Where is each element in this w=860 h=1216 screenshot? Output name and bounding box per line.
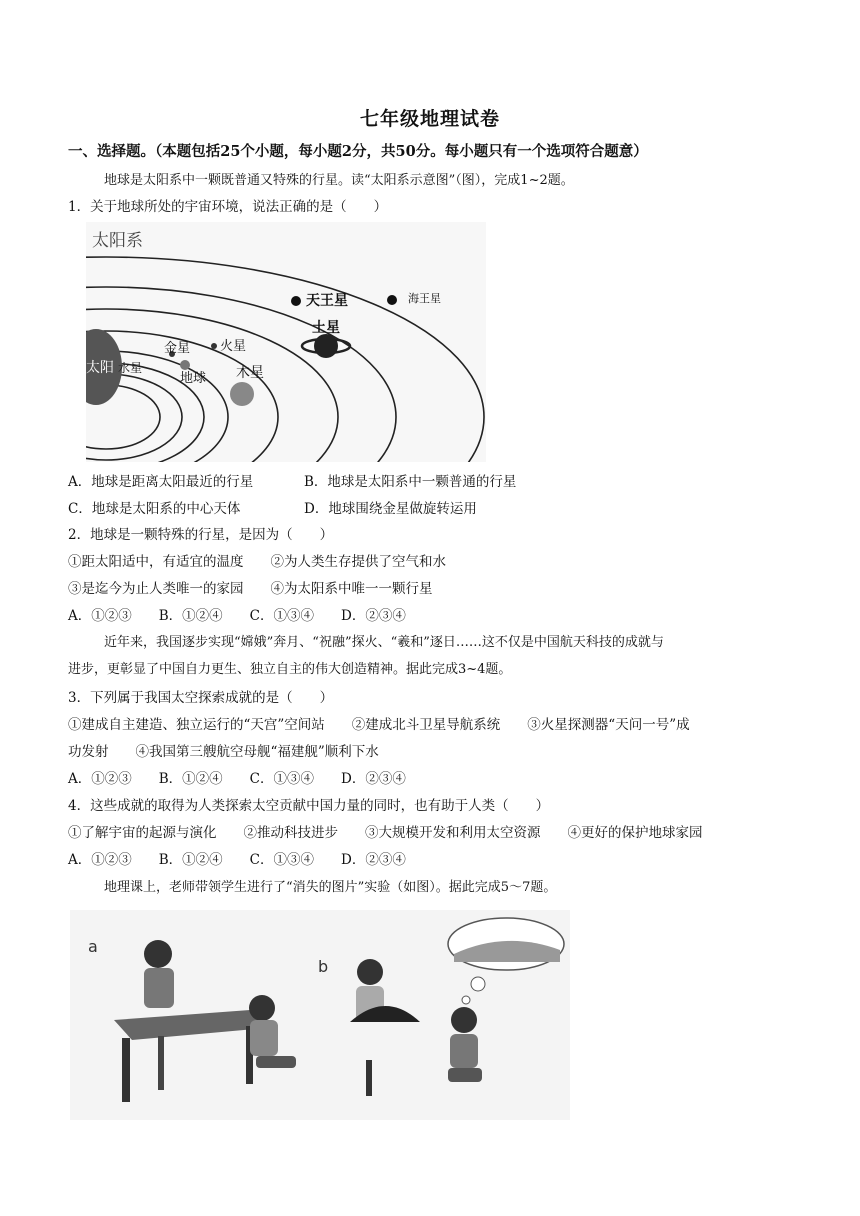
label-a: a: [88, 937, 98, 956]
q1-option-a: A．地球是距离太阳最近的行星: [68, 474, 254, 490]
uranus-icon: [291, 296, 301, 306]
mars-icon: [211, 343, 217, 349]
venus-label: 金星: [164, 341, 191, 356]
jupiter-label: 木星: [236, 365, 264, 381]
question-4-stem: 4．这些成就的取得为人类探索太空贡献中国力量的同时，也有助于人类（ ）: [68, 798, 550, 814]
section-heading: 一、选择题。（本题包括25个小题，每小题2分，共50分。每小题只有一个选项符合题意）: [68, 143, 648, 160]
jupiter-icon: [230, 382, 254, 406]
svg-text:太阳: 太阳: [86, 360, 114, 376]
earth-label: 地球: [180, 371, 207, 386]
saturn-label: 土星: [312, 320, 340, 336]
mercury-label: 水星: [118, 361, 143, 375]
q2-options: A．①②③ B．①②④ C．①③④ D．②③④: [68, 608, 406, 624]
q1-option-d: D．地球围绕金星做旋转运用: [304, 501, 477, 517]
figure-title: 太阳系: [92, 231, 143, 251]
standing-boy-a-icon: [144, 940, 174, 1008]
uranus-label: 天王星: [306, 293, 348, 309]
q2-items-1: ①距太阳适中，有适宜的温度 ②为人类生存提供了空气和水: [68, 554, 446, 570]
intro-paragraph-3: 地理课上，老师带领学生进行了“消失的图片”实验（如图）。据此完成5～7题。: [104, 880, 557, 895]
q1-option-c: C．地球是太阳系的中心天体: [68, 501, 241, 517]
intro-paragraph-2-line-2: 进步，更彰显了中国自力更生、独立自主的伟大创造精神。据此完成3~4题。: [68, 662, 512, 677]
earth-icon: [180, 360, 190, 370]
label-b: b: [318, 957, 329, 976]
q3-items-2: 功发射 ④我国第三艘航空母舰“福建舰”顺利下水: [68, 744, 379, 760]
intro-paragraph-2-line-1: 近年来，我国逐步实现“嫦娥”奔月、“祝融”探火、“羲和”逐日……这不仅是中国航天科技的成就与: [104, 635, 664, 650]
q2-items-2: ③是迄今为止人类唯一的家园 ④为太阳系中唯一一颗行星: [68, 581, 433, 597]
neptune-label: 海王星: [408, 292, 441, 305]
solar-system-diagram: [86, 222, 486, 462]
question-3-stem: 3．下列属于我国太空探索成就的是（ ）: [68, 690, 334, 706]
neptune-icon: [387, 295, 397, 305]
q4-options: A．①②③ B．①②④ C．①③④ D．②③④: [68, 852, 406, 868]
q3-items-1: ①建成自主建造、独立运行的“天宫”空间站 ②建成北斗卫星导航系统 ③火星探测器“天问一号”成: [68, 717, 690, 733]
mars-label: 火星: [220, 339, 247, 354]
vanishing-picture-illustration: [70, 910, 570, 1120]
q3-options: A．①②③ B．①②④ C．①③④ D．②③④: [68, 771, 406, 787]
q4-items: ①了解宇宙的起源与演化 ②推动科技进步 ③大规模开发和利用太空资源 ④更好的保护地球家园: [68, 825, 703, 841]
question-2-stem: 2．地球是一颗特殊的行星，是因为（ ）: [68, 527, 334, 543]
question-1-stem: 1．关于地球所处的宇宙环境，说法正确的是（ ）: [68, 199, 388, 215]
page-title: 七年级地理试卷: [359, 108, 500, 130]
q1-option-b: B．地球是太阳系中一颗普通的行星: [304, 474, 517, 490]
intro-paragraph-1: 地球是太阳系中一颗既普通又特殊的行星。读“太阳系示意图”（图），完成1~2题。: [104, 173, 574, 188]
